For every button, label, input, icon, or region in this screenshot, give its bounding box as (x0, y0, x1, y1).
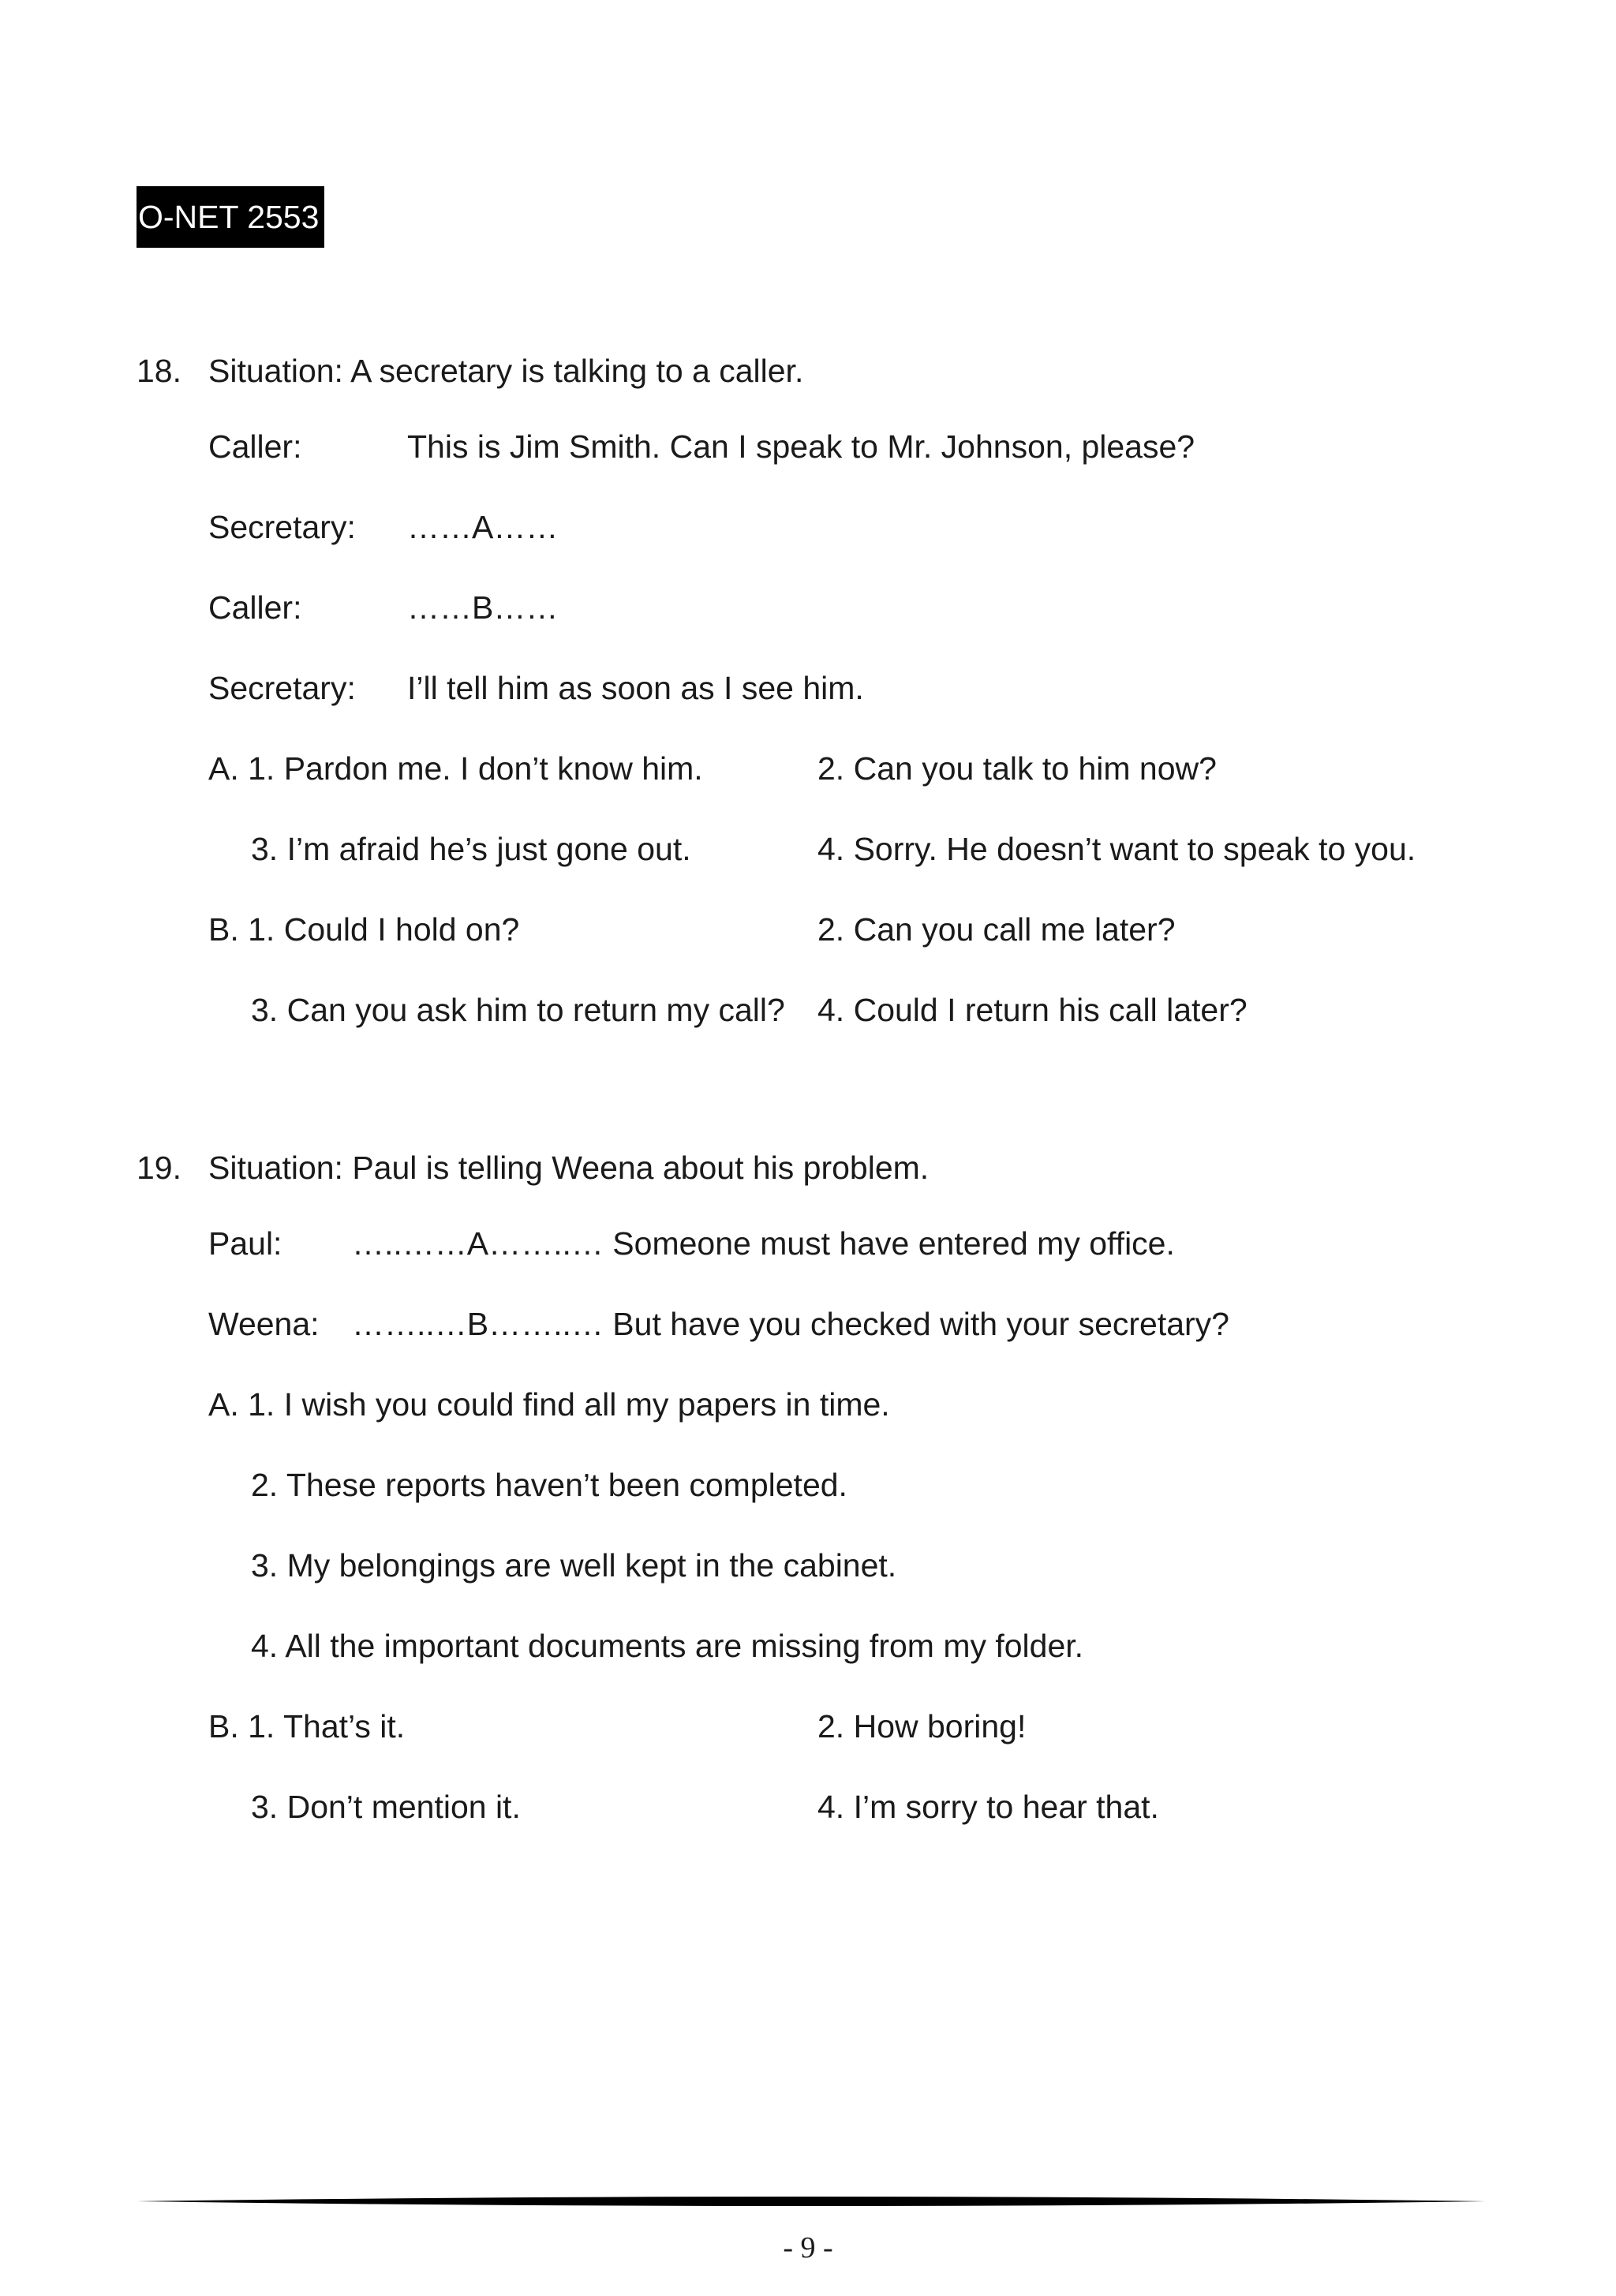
question-number: 18. (137, 353, 181, 389)
dialogue-text: I’ll tell him as soon as I see him. (407, 670, 864, 706)
dialogue-text: ……..…B……..… But have you checked with your secretary? (352, 1306, 1229, 1342)
dialogue-speaker: Paul: (208, 1225, 282, 1262)
answer-option: 3. I’m afraid he’s just gone out. (251, 831, 691, 867)
answer-option: 4. Sorry. He doesn’t want to speak to you. (817, 831, 1416, 867)
answer-option: 2. Can you call me later? (817, 911, 1176, 948)
dialogue-speaker: Caller: (208, 589, 302, 626)
dialogue-speaker: Secretary: (208, 670, 356, 706)
dialogue-text: ……B…… (407, 589, 559, 626)
answer-option: 3. My belongings are well kept in the cabinet. (251, 1547, 897, 1584)
answer-option: B. 1. That’s it. (208, 1708, 406, 1744)
answer-option: A. 1. Pardon me. I don’t know him. (208, 750, 703, 787)
dialogue-text: ……A…… (407, 509, 559, 545)
exam-badge: O-NET 2553 (137, 186, 324, 248)
answer-option: 2. Can you talk to him now? (817, 750, 1217, 787)
dialogue-speaker: Secretary: (208, 509, 356, 545)
answer-option: A. 1. I wish you could find all my papers in time. (208, 1386, 890, 1423)
dialogue-speaker: Weena: (208, 1306, 320, 1342)
question-situation: Situation: Paul is telling Weena about his problem. (208, 1150, 930, 1186)
answer-option: 2. How boring! (817, 1708, 1027, 1744)
footer-rule (137, 2193, 1486, 2209)
answer-option: 4. Could I return his call later? (817, 992, 1248, 1028)
answer-option: 2. These reports haven’t been completed. (251, 1467, 847, 1503)
dialogue-text: …..……A……..… Someone must have entered my office. (352, 1225, 1175, 1262)
answer-option: 3. Don’t mention it. (251, 1789, 521, 1825)
page-number: - 9 - (783, 2231, 833, 2264)
answer-option: 3. Can you ask him to return my call? (251, 992, 785, 1028)
answer-option: 4. All the important documents are missing from my folder. (251, 1628, 1084, 1664)
dialogue-text: This is Jim Smith. Can I speak to Mr. Johnson, please? (407, 428, 1195, 465)
answer-option: B. 1. Could I hold on? (208, 911, 520, 948)
question-number: 19. (137, 1150, 181, 1186)
dialogue-speaker: Caller: (208, 428, 302, 465)
answer-option: 4. I’m sorry to hear that. (817, 1789, 1159, 1825)
question-situation: Situation: A secretary is talking to a caller. (208, 353, 804, 389)
